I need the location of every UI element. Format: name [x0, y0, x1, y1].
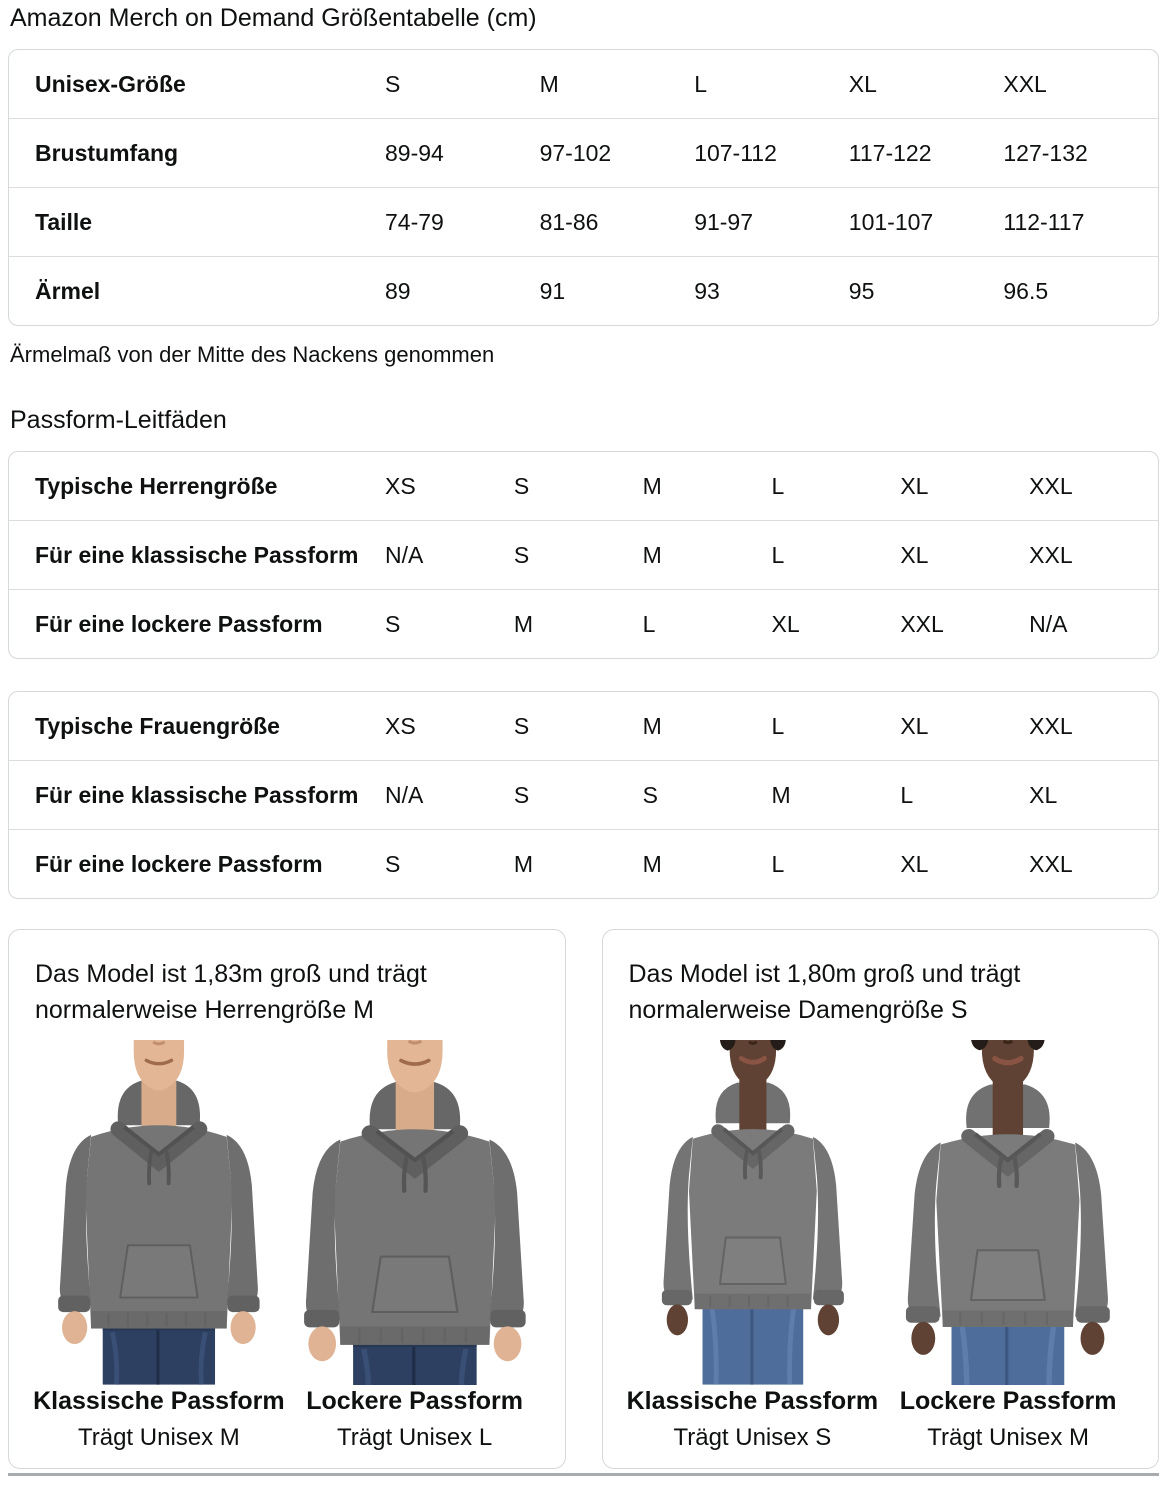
- size-cell: 101-107: [848, 208, 934, 235]
- row-label: Brustumfang: [35, 139, 179, 166]
- size-cell: L: [694, 70, 707, 97]
- size-cell: XS: [385, 472, 416, 499]
- row-label: Taille: [35, 208, 93, 235]
- table-row: [9, 50, 1158, 119]
- table-row: [9, 257, 1158, 325]
- size-cell: M: [642, 472, 662, 499]
- table-row: [9, 119, 1158, 188]
- fit-guides-heading: Passform-Leitfäden: [10, 406, 227, 434]
- table-row: [9, 590, 1158, 658]
- size-cell: XL: [771, 610, 800, 637]
- size-cell: S: [513, 781, 530, 808]
- row-label: Unisex-Größe: [35, 70, 186, 97]
- size-cell: 107-112: [694, 139, 777, 166]
- size-cell: S: [513, 712, 530, 739]
- model-card-men: [8, 929, 566, 1469]
- table-row: [9, 521, 1158, 590]
- female-model-loose-photo: [882, 1040, 1134, 1385]
- sleeve-measurement-note: Ärmelmaß von der Mitte des Nackens genommen: [10, 342, 495, 367]
- table-row: [9, 830, 1158, 898]
- row-label: Für eine klassische Passform: [35, 781, 359, 808]
- size-cell: N/A: [385, 781, 424, 808]
- model-figures: [33, 1040, 541, 1452]
- fit-table-men: [8, 451, 1159, 659]
- size-cell: 91: [539, 277, 566, 304]
- size-cell: 93: [694, 277, 720, 304]
- size-cell: 91-97: [694, 208, 754, 235]
- size-cell: S: [385, 610, 401, 637]
- size-cell: L: [642, 610, 656, 637]
- size-cell: XL: [900, 850, 929, 877]
- row-label: Ärmel: [35, 277, 101, 304]
- size-cell: 89-94: [385, 139, 444, 166]
- male-model-classic-photo: [33, 1040, 285, 1385]
- size-cell: XXL: [1029, 850, 1073, 877]
- table-row: [9, 452, 1158, 521]
- size-table: [8, 49, 1159, 326]
- size-cell: XL: [900, 472, 929, 499]
- size-cell: L: [771, 541, 785, 568]
- size-cell: M: [771, 781, 791, 808]
- fit-label: Klassische Passform: [626, 1386, 879, 1415]
- size-cell: S: [513, 541, 530, 568]
- row-label: Für eine lockere Passform: [35, 850, 323, 877]
- size-cell: S: [642, 781, 658, 808]
- size-cell: XL: [1029, 781, 1058, 808]
- size-cell: S: [513, 472, 530, 499]
- page-title: Amazon Merch on Demand Größentabelle (cm): [10, 4, 537, 32]
- size-cell: M: [642, 712, 662, 739]
- size-cell: 117-122: [848, 139, 932, 166]
- size-cell: 89: [385, 277, 411, 304]
- size-cell: XXL: [1029, 541, 1073, 568]
- fit-table-women: [8, 691, 1159, 899]
- wears-label: Trägt Unisex M: [77, 1423, 240, 1451]
- model-figure-classic: [627, 1040, 879, 1452]
- page-bottom-divider: [8, 1473, 1159, 1476]
- fit-label: Lockere Passform: [306, 1386, 524, 1415]
- row-label: Typische Frauengröße: [35, 712, 280, 739]
- size-cell: XXL: [900, 610, 944, 637]
- wears-label: Trägt Unisex M: [927, 1423, 1090, 1451]
- model-figure-classic: [33, 1040, 285, 1452]
- size-cell: M: [642, 850, 662, 877]
- fit-label: Klassische Passform: [33, 1386, 285, 1415]
- size-cell: XXL: [1029, 712, 1073, 739]
- row-label: Für eine lockere Passform: [35, 610, 323, 637]
- size-cell: 127-132: [1003, 139, 1088, 166]
- size-cell: L: [771, 850, 785, 877]
- size-cell: L: [771, 472, 785, 499]
- size-cell: XL: [900, 712, 929, 739]
- size-cell: M: [642, 541, 662, 568]
- model-description: Das Model ist 1,83m groß und trägt normalerweise Herrengröße M: [35, 960, 427, 1024]
- size-cell: L: [771, 712, 785, 739]
- size-cell: 97-102: [539, 139, 612, 166]
- size-cell: 112-117: [1003, 208, 1085, 235]
- model-figure-loose: [882, 1040, 1134, 1452]
- model-figures: [627, 1040, 1135, 1452]
- size-cell: M: [513, 610, 533, 637]
- model-figure-loose: [289, 1040, 541, 1452]
- model-card-women: [602, 929, 1160, 1469]
- row-label: Für eine klassische Passform: [35, 541, 359, 568]
- size-cell: M: [513, 850, 533, 877]
- model-cards-row: [8, 929, 1159, 1469]
- size-cell: XXL: [1003, 70, 1047, 97]
- size-cell: XL: [848, 70, 877, 97]
- size-cell: 95: [848, 277, 875, 304]
- size-cell: XS: [385, 712, 416, 739]
- row-label: Typische Herrengröße: [35, 472, 278, 499]
- size-cell: L: [900, 781, 914, 808]
- fit-label: Lockere Passform: [899, 1386, 1117, 1415]
- size-cell: 74-79: [385, 208, 444, 235]
- size-cell: XL: [900, 541, 929, 568]
- size-cell: 81-86: [539, 208, 599, 235]
- size-cell: 96.5: [1003, 277, 1049, 304]
- size-cell: S: [385, 70, 401, 97]
- table-row: [9, 761, 1158, 830]
- size-cell: XXL: [1029, 472, 1073, 499]
- size-cell: S: [385, 850, 401, 877]
- table-row: [9, 188, 1158, 257]
- size-cell: N/A: [1029, 610, 1068, 637]
- male-model-loose-photo: [289, 1040, 541, 1385]
- model-description: Das Model ist 1,80m groß und trägt normalerweise Damengröße S: [628, 960, 1021, 1024]
- size-cell: N/A: [385, 541, 424, 568]
- table-row: [9, 692, 1158, 761]
- wears-label: Trägt Unisex L: [337, 1423, 493, 1451]
- size-cell: M: [539, 70, 559, 97]
- female-model-classic-photo: [627, 1040, 879, 1385]
- wears-label: Trägt Unisex S: [673, 1423, 832, 1451]
